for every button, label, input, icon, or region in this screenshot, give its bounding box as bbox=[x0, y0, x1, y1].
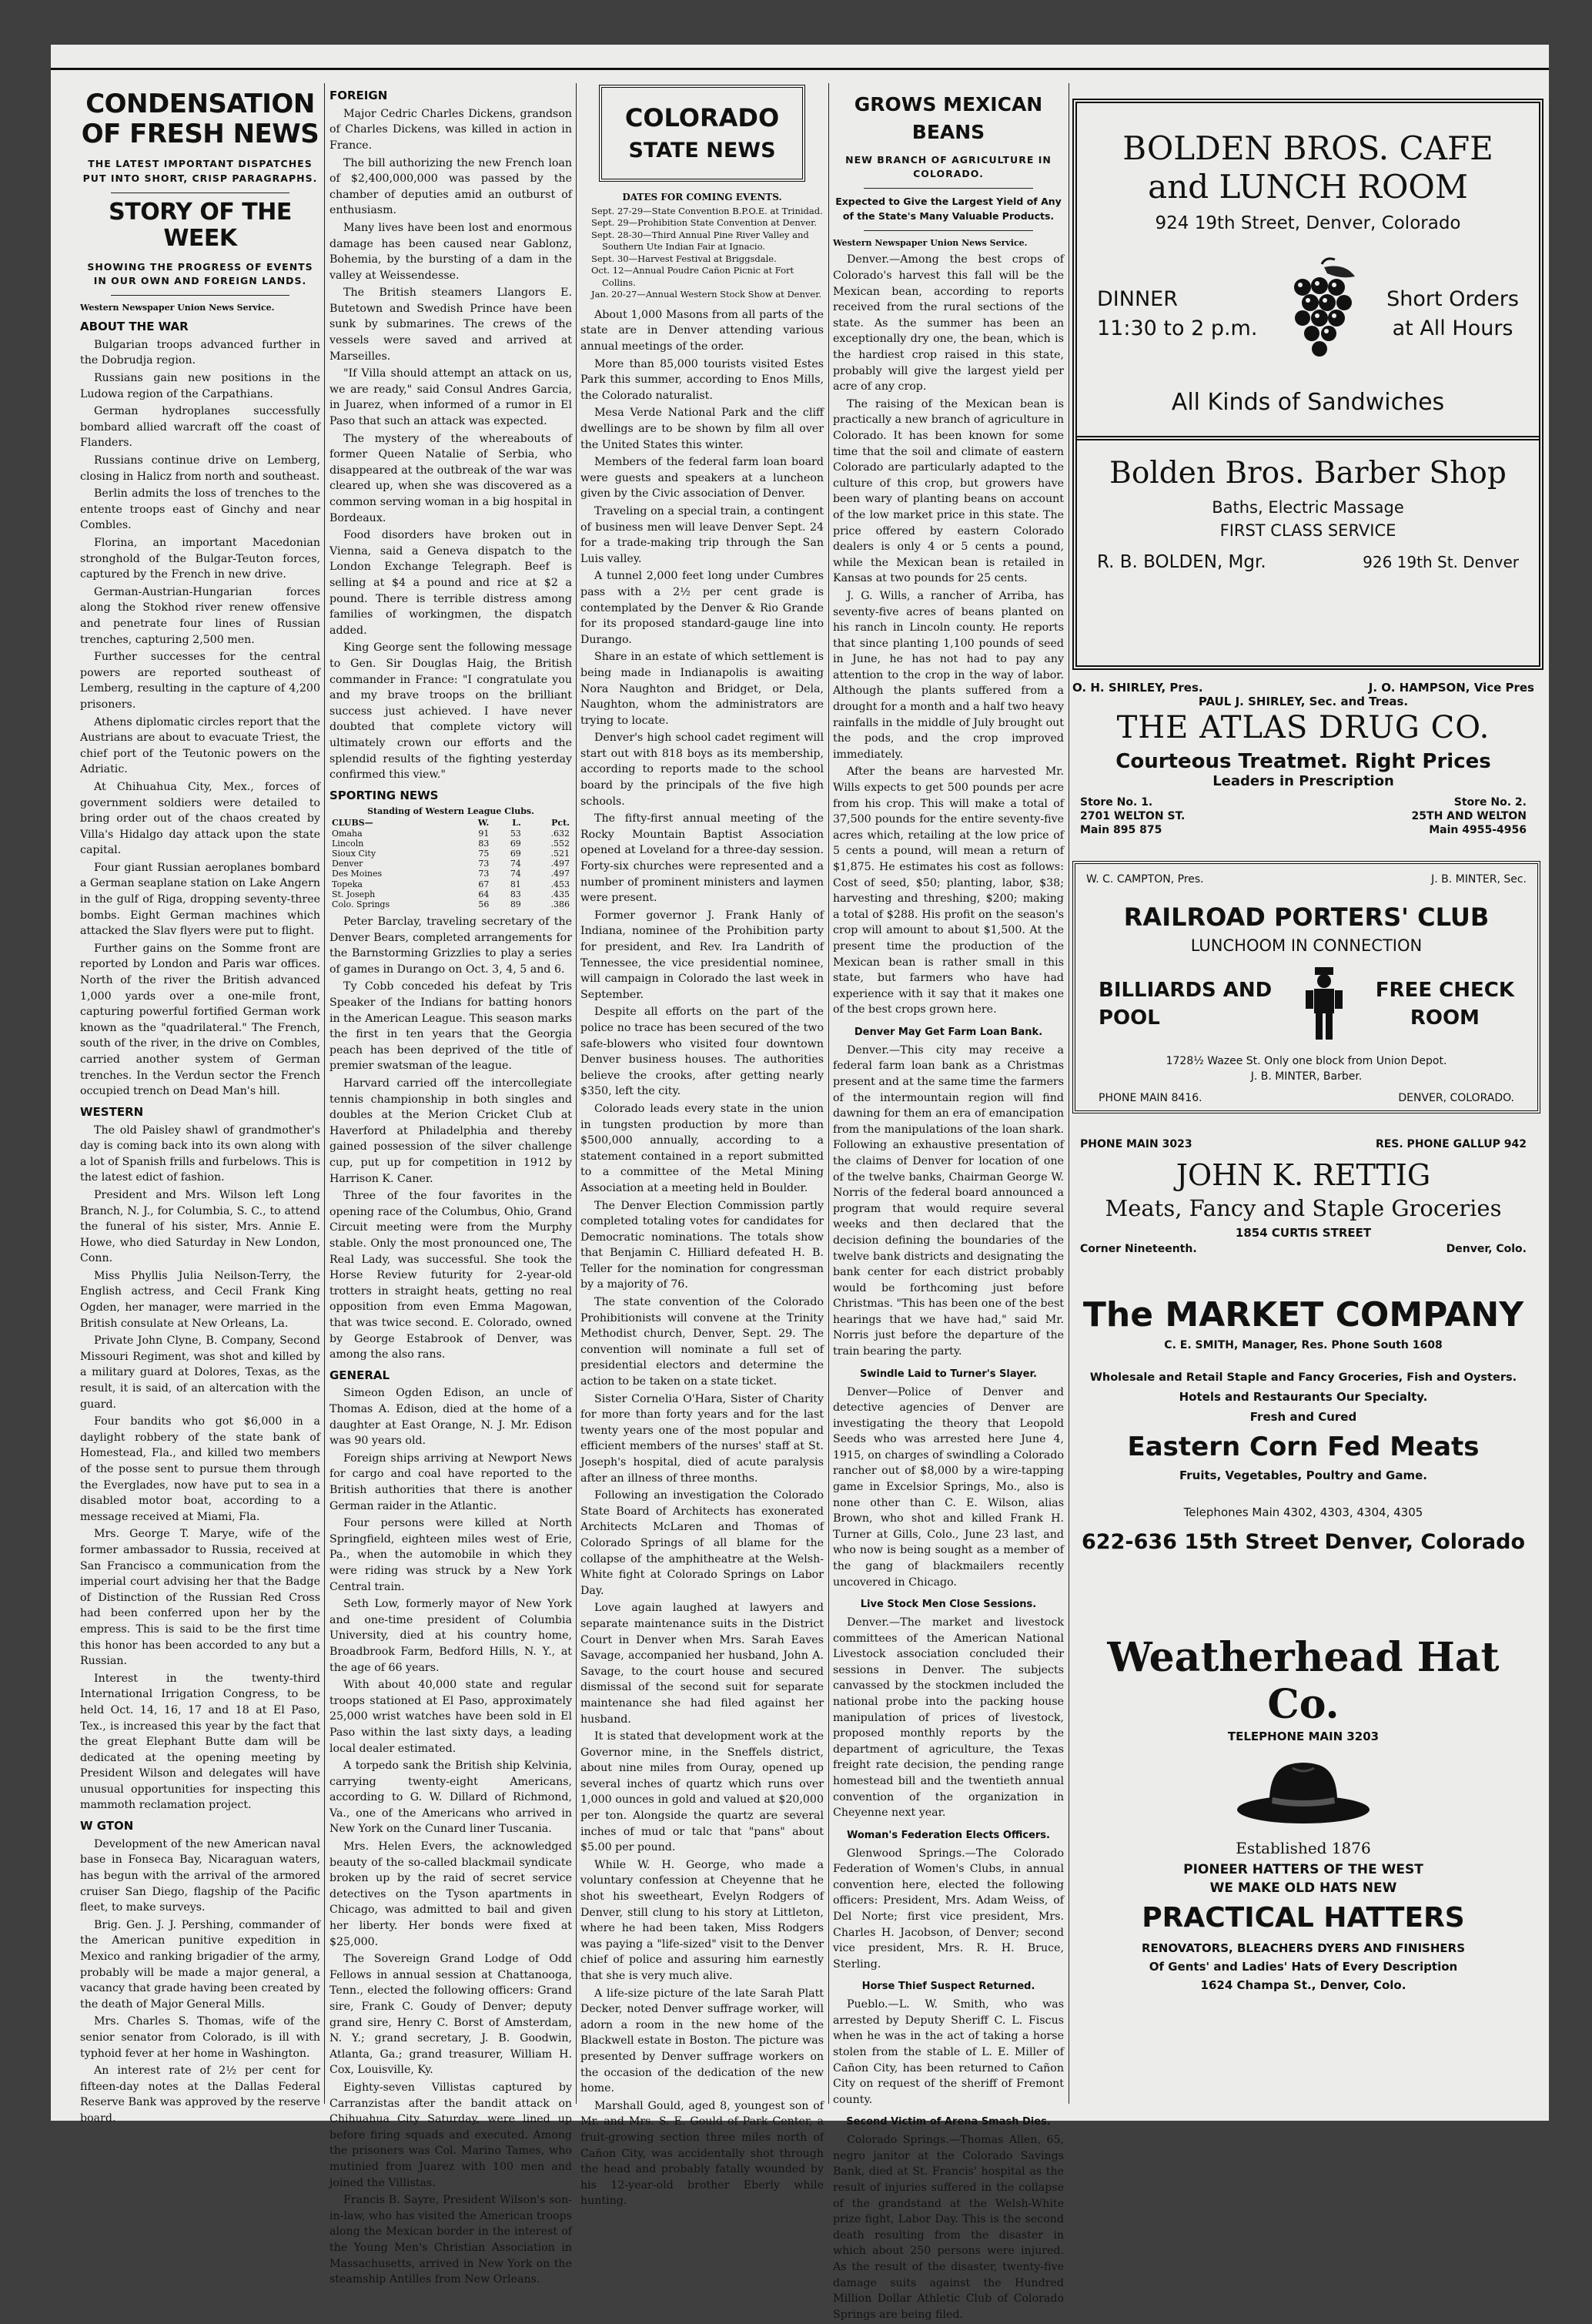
foreign-paragraph: "If Villa should attempt an attack on us, we are ready," said Consul Andres Garcia, in Juarez, when informed of a rumor in El Paso that such an attack was expected. bbox=[329, 367, 572, 428]
hat-old-hats: WE MAKE OLD HATS NEW bbox=[1209, 1880, 1397, 1896]
table-row bbox=[329, 889, 572, 899]
section-washington: W GTON bbox=[80, 1819, 134, 1833]
market-city: Denver, Colorado bbox=[1324, 1530, 1525, 1554]
sporting-items bbox=[329, 914, 572, 1363]
coming-events bbox=[580, 191, 824, 301]
market-name: The MARKET COMPANY bbox=[1082, 1295, 1524, 1334]
table-cell: .497 bbox=[550, 859, 570, 869]
table-cell: .632 bbox=[550, 828, 570, 839]
table-cell: .453 bbox=[550, 879, 570, 889]
porters-billiards: BILLIARDS AND bbox=[1099, 978, 1273, 1002]
war-paragraph: Further successes for the central powers are reported southeast of Lemberg, resulting in the capture of 4,200 prisoners. bbox=[80, 651, 320, 711]
subhead-arena: Second Victim of Arena Smash Dies. bbox=[846, 2116, 1051, 2128]
general-paragraph: Eighty-seven Villistas captured by Carranzistas after the bandit attack on Chihuahua City Saturday, were lined up before firing squads and executed. Among the prisoners was Col. Marino Tames, who mutinied from Juarez with 100 men and joined the Villistas. bbox=[329, 2081, 572, 2189]
table-row bbox=[329, 859, 572, 869]
barber-address: 926 19th St. Denver bbox=[1363, 552, 1519, 571]
table-cell: Des Moines bbox=[332, 869, 383, 879]
state-news-paragraph: Traveling on a special train, a contingent of business men will leave Denver Sept. 24 for a trade-making trip through the San Luis valley. bbox=[580, 504, 824, 565]
barber-baths: Baths, Electric Massage bbox=[1212, 497, 1404, 517]
state-news-items bbox=[580, 307, 824, 2209]
subhead-livestock: Live Stock Men Close Sessions. bbox=[860, 1599, 1037, 1611]
cafe-all-hours: at All Hours bbox=[1392, 316, 1513, 340]
hat-phone: TELEPHONE MAIN 3203 bbox=[1227, 1730, 1380, 1743]
headline-story: STORY OF THE WEEK bbox=[109, 198, 292, 253]
porters-room: ROOM bbox=[1410, 1006, 1480, 1030]
war-paragraph: Russians gain new positions in the Ludowa region of the Carpathians. bbox=[80, 372, 320, 400]
market-line-2: Hotels and Restaurants Our Specialty. bbox=[1179, 1390, 1428, 1404]
arena-paragraph: Colorado Springs.—Thomas Allen, 65, negro janitor at the Colorado Savings Bank, died at St. Francis' hospital as the result of injuries suffered in the collapse of the grandstand at the Welsh-White prize fight, Labor Day. This is the second death resulting from the disaster in which about 250 persons were injured. As the result of the disaster, twenty-five damage suits against the Hundred Million Dollar Athletic Club of Colorado Springs are being filed. bbox=[833, 2134, 1064, 2321]
table-cell: 67 bbox=[478, 879, 490, 889]
sporting-paragraph: Harvard carried off the intercollegiate tennis championship in both singles and doubles at the Merion Cricket Club at Haverford at Philadelphia and thereby gained possession of the silver challenge cup, put up for competition in 1912 by Harrison K. Caner. bbox=[329, 1077, 572, 1185]
foreign-paragraph: Many lives have been lost and enormous damage has been caused near Gablonz, Bohemia, by the bursting of a dam in the valley at Weissendesse. bbox=[329, 221, 572, 282]
league-header-cell: Pct. bbox=[551, 818, 570, 829]
general-paragraph: A torpedo sank the British ship Kelvinia, carrying twenty-eight Americans, according to G. W. Dillard of Richmond, Va., one of the Americans who arrived in New York on the Cunard liner Tuscania. bbox=[329, 1760, 572, 1836]
atlas-slogan-2: Leaders in Prescription bbox=[1212, 773, 1394, 789]
ad-railroad-porters bbox=[1072, 861, 1540, 1113]
rettig-corner: Corner Nineteenth. bbox=[1080, 1243, 1197, 1255]
rettig-res-phone: RES. PHONE GALLUP 942 bbox=[1375, 1138, 1527, 1150]
atlas-store-1-phone: Main 895 875 bbox=[1080, 824, 1162, 837]
arena-items bbox=[833, 2132, 1064, 2322]
league-header-cell: W. bbox=[477, 818, 490, 829]
table-row bbox=[329, 879, 572, 889]
event-date-item: Oct. 12—Annual Poudre Cañon Picnic at Fort Collins. bbox=[591, 265, 794, 288]
general-paragraph: With about 40,000 state and regular troops stationed at El Paso, approximately 25,000 wrist watches have been sold in El Paso within the last sixty days, a leading local dealer estimated. bbox=[329, 1679, 572, 1755]
sporting-paragraph: Peter Barclay, traveling secretary of the Denver Bears, completed arrangements for the Barnstorming Grizzlies to play a series of games in Durango on Oct. 3, 4, 5 and 6. bbox=[329, 916, 572, 976]
column-4 bbox=[833, 83, 1064, 2324]
hat-established: Established 1876 bbox=[1236, 1839, 1371, 1857]
table-cell: 64 bbox=[478, 889, 490, 899]
western-paragraph: Private John Clyne, B. Company, Second Missouri Regiment, was shot and killed by a military guard at Dolores, Texas, as the result, it is said, of an altercation with the guard. bbox=[80, 1334, 320, 1411]
war-paragraph: At Chihuahua City, Mex., forces of government soldiers were detailed to bring order out of the chaos created by Villa's Hidalgo day attack upon the state capital. bbox=[80, 780, 320, 857]
event-date-item: Sept. 28-30—Third Annual Pine River Valley and Southern Ute Indian Fair at Ignacio. bbox=[591, 229, 809, 253]
general-items bbox=[329, 1385, 572, 2287]
western-paragraph: Four bandits who got $6,000 in a daylight robbery of the state bank of Homestead, Fla., and killed two members of the posse sent to pursue them through the Everglades, now have put to sea in a disabled motor boat, according to a message received at Miami, Fla. bbox=[80, 1415, 320, 1523]
state-news-paragraph: Colorado leads every state in the union in tungsten production by more than $500,000 annually, according to a statement contained in a report submitted to a committee of the Metal Mining Association at a meeting held in Boulder. bbox=[580, 1102, 824, 1194]
porters-name: RAILROAD PORTERS' CLUB bbox=[1123, 902, 1490, 932]
state-news-paragraph: The state convention of the Colorado Prohibitionists will convene at the Trinity Methodist church, Denver, Sept. 29. The convention will nominate a full set of presidential electors and determine the action to be taken on a state ticket. bbox=[580, 1296, 824, 1388]
porters-free-check: FREE CHECK bbox=[1375, 978, 1514, 1002]
market-street: 622-636 15th Street bbox=[1082, 1530, 1319, 1554]
table-row bbox=[329, 849, 572, 859]
table-cell: 83 bbox=[478, 838, 490, 849]
state-news-paragraph: Despite all efforts on the part of the police no trace has been secured of the two safe-blowers who visited four downtown Denver business houses. The authorities believe the crooks, after getting nearly $350, left the city. bbox=[580, 1006, 824, 1098]
state-news-paragraph: It is stated that development work at the Governor mine, in the Sneffels district, about nine miles from Ouray, opened up several inches of quartz which runs over 1,000 ounces in gold and valued at $20,000 per ton. Alongside the quartz are several inches of mud or talc that "pans" about $5.00 per pound. bbox=[580, 1730, 824, 1854]
hat-renovators: RENOVATORS, BLEACHERS DYERS AND FINISHERS bbox=[1141, 1941, 1466, 1955]
headline-condensation: CONDENSATION OF FRESH NEWS bbox=[81, 89, 319, 150]
rettig-name: JOHN K. RETTIG bbox=[1176, 1158, 1431, 1192]
market-line-1: Wholesale and Retail Staple and Fancy Groceries, Fish and Oysters. bbox=[1089, 1371, 1517, 1384]
event-date-item: Sept. 30—Harvest Festival at Briggsdale. bbox=[591, 253, 777, 264]
hat-address: 1624 Champa St., Denver, Colo. bbox=[1200, 1978, 1406, 1992]
table-cell: .521 bbox=[550, 848, 570, 859]
barber-manager: R. B. BOLDEN, Mgr. bbox=[1097, 551, 1266, 572]
sporting-paragraph: Ty Cobb conceded his defeat by Tris Speaker of the Indians for batting honors in the American League. This season marks the first in ten years that the Georgia peach has been deprived of the title of premier swatsman of the league. bbox=[329, 980, 572, 1073]
porters-city: DENVER, COLORADO. bbox=[1398, 1092, 1514, 1104]
beans-paragraph: The raising of the Mexican bean is practically a new branch of agriculture in Colorado. It has been known for some time that the soil and climate of eastern Colorado are particularly adapted to the culture of this crop, but growers have been wary of planting beans on account of the low market price in this state. The price offered by eastern Colorado dealers is only 4 or 5 cents a pound, while the Mexican bean is retailed in Kansas at two pounds for 25 cents. bbox=[833, 397, 1064, 585]
war-paragraph: Bulgarian troops advanced further in the Dobrudja region. bbox=[80, 338, 320, 367]
deck-beans-2: Expected to Give the Largest Yield of Any of the State's Many Valuable Products. bbox=[835, 196, 1062, 222]
hat-name: Weatherhead Hat Co. bbox=[1107, 1634, 1500, 1728]
table-cell: Topeka bbox=[332, 879, 363, 889]
rettig-street: 1854 CURTIS STREET bbox=[1235, 1226, 1372, 1240]
column-rule bbox=[576, 83, 577, 2104]
table-cell: 83 bbox=[510, 889, 521, 899]
deck-story: SHOWING THE PROGRESS OF EVENTS IN OUR OWN AND FOREIGN LANDS. bbox=[87, 260, 313, 287]
table-cell: Denver bbox=[332, 859, 363, 869]
market-line-3: Fresh and Cured bbox=[1249, 1410, 1357, 1424]
table-cell: Lincoln bbox=[332, 838, 364, 849]
table-cell: 75 bbox=[478, 848, 490, 859]
section-sporting: SPORTING NEWS bbox=[329, 788, 439, 802]
ad-bolden-cafe bbox=[1072, 99, 1544, 670]
horse-paragraph: Pueblo.—L. W. Smith, who was arrested by Deputy Sheriff C. L. Fiscus when he was in the act of taking a horse stolen from the stable of L. E. Miller of Cañon City, has been returned to Cañon City on request of the sheriff of Fremont county. bbox=[833, 1998, 1064, 2106]
box-title-line1: COLORADO bbox=[624, 103, 780, 132]
state-news-paragraph: Share in an estate of which settlement is being made in Indianapolis is awaiting Nora Naughton and Bridget, or Dela, Naughton, whom the administrators are trying to locate. bbox=[580, 651, 824, 727]
table-cell: .552 bbox=[550, 838, 570, 849]
news-credit: Western Newspaper Union News Service. bbox=[833, 237, 1028, 248]
table-cell: St. Joseph bbox=[332, 889, 376, 899]
barber-service: FIRST CLASS SERVICE bbox=[1219, 521, 1396, 540]
state-news-paragraph: A life-size picture of the late Sarah Platt Decker, noted Denver suffrage worker, will adorn a room in the new home of the Blackwell estate in Boston. The picture was presented by Denver suffrage workers on the occasion of the dedication of the new home. bbox=[580, 1987, 824, 2095]
western-paragraph: President and Mrs. Wilson left Long Branch, N. J., for Columbia, S. C., to attend the funeral of his sister, Mrs. Annie E. Howe, who died Saturday in New London, Conn. bbox=[80, 1188, 320, 1265]
subhead-farm-loan: Denver May Get Farm Loan Bank. bbox=[854, 1026, 1043, 1038]
beans-items bbox=[833, 252, 1064, 1018]
ad-john-rettig bbox=[1072, 1138, 1534, 1269]
table-cell: 53 bbox=[510, 828, 521, 839]
foreign-paragraph: The bill authorizing the new French loan of $2,400,000,000 was passed by the chamber of deputies amid an outburst of enthusiasm. bbox=[329, 156, 572, 217]
war-paragraph: German-Austrian-Hungarian forces along the Stokhod river renew offensive and penetrate four lines of Russian trenches, capturing 2,500 men. bbox=[80, 585, 320, 646]
porters-phone: PHONE MAIN 8416. bbox=[1099, 1092, 1202, 1104]
table-cell: 91 bbox=[478, 828, 490, 839]
column-rule bbox=[828, 83, 829, 2104]
foreign-paragraph: Major Cedric Charles Dickens, grandson of Charles Dickens, was killed in action in France. bbox=[329, 107, 572, 152]
table-cell: 73 bbox=[478, 869, 490, 879]
table-cell: 74 bbox=[510, 859, 521, 869]
table-cell: Colo. Springs bbox=[332, 899, 390, 909]
swindle-items bbox=[833, 1385, 1064, 1591]
general-paragraph: The Sovereign Grand Lodge of Odd Fellows in annual session at Chattanooga, Tenn., elected the following officers: Grand sire, Frank C. Goudy of Denver; deputy grand sire, Henry C. Borst of Amsterdam, N. Y.; grand secretary, J. B. Goodwin, Atlanta, Ga.; grand treasurer, William H. Cox, Louisville, Ky. bbox=[329, 1953, 572, 2077]
state-news-paragraph: Marshall Gould, aged 8, youngest son of Mr. and Mrs. S. E. Gould of Park Center, a fruit-growing section three miles north of Cañon City, was accidentally shot through the head and probably fatally wounded by his 12-year-old brother Eberly while hunting. bbox=[580, 2099, 824, 2208]
divider bbox=[111, 295, 289, 296]
cafe-address: 924 19th Street, Denver, Colorado bbox=[1155, 213, 1461, 233]
porters-address: 1728½ Wazee St. Only one block from Union Depot. bbox=[1166, 1055, 1447, 1067]
league-header-cell: CLUBS— bbox=[332, 818, 373, 829]
hat-pioneer: PIONEER HATTERS OF THE WEST bbox=[1183, 1862, 1423, 1877]
state-news-paragraph: Denver's high school cadet regiment will start out with 818 boys as its membership, according to reports made to the school board by the principals of the five high schools. bbox=[580, 732, 824, 808]
general-paragraph: Mrs. Helen Evers, the acknowledged beauty of the so-called blackmail syndicate broken up by the raid of secret service detectives on the Tyson apartments in Chicago, was admitted to bail and given her liberty. Her bonds were fixed at $25,000. bbox=[329, 1840, 572, 1948]
table-cell: 74 bbox=[510, 869, 521, 879]
state-news-paragraph: Following an investigation the Colorado State Board of Architects has exonerated Architects McLaren and Thomas of Colorado Springs of all blame for the collapse of the amphitheatre at the Welsh-White fight at Colorado Springs on Labor Day. bbox=[580, 1489, 824, 1597]
state-news-paragraph: While W. H. George, who made a voluntary confession at Cheyenne that he shot his sweetheart, Evelyn Rodgers of Denver, still clung to his story at Littleton, where he had been taken, Miss Rodgers was paying a "life-sized" visit to the Denver chief of police and assuring him earnestly that she is very much alive. bbox=[580, 1858, 824, 1982]
news-credit: Western Newspaper Union News Service. bbox=[80, 303, 275, 313]
federation-paragraph: Glenwood Springs.—The Colorado Federation of Women's Clubs, in annual convention here, elected the following officers: President, Mrs. Adam Weiss, of Del Norte; first vice president, Mrs. Charles H. Jacobson, of Denver; second vice president, Mrs. R. H. Bruce, Sterling. bbox=[833, 1847, 1064, 1971]
cafe-sandwiches: All Kinds of Sandwiches bbox=[1171, 388, 1445, 416]
war-paragraph: Florina, an important Macedonian stronghold of the Bulgar-Teuton forces, captured by the French in new drive. bbox=[80, 537, 320, 581]
horse-items bbox=[833, 1997, 1064, 2108]
cafe-title-2: and LUNCH ROOM bbox=[1148, 168, 1468, 206]
rettig-phone: PHONE MAIN 3023 bbox=[1080, 1138, 1192, 1150]
porters-lunch: LUNCHOOM IN CONNECTION bbox=[1190, 936, 1423, 955]
atlas-store-2-phone: Main 4955-4956 bbox=[1429, 824, 1527, 837]
cafe-title-1: BOLDEN BROS. CAFE bbox=[1122, 129, 1493, 167]
hat-of-gents: Of Gents' and Ladies' Hats of Every Description bbox=[1149, 1960, 1458, 1974]
column-1 bbox=[80, 83, 320, 2128]
porters-pool: POOL bbox=[1099, 1006, 1160, 1030]
foreign-paragraph: Food disorders have broken out in Vienna, said a Geneva dispatch to the London Exchange Telegraph. Beef is selling at $4 a pound and rice at $2 a pound. There is terrible distress among families of workingmen, the dispatch added. bbox=[329, 529, 572, 637]
table-row bbox=[329, 869, 572, 879]
beans-paragraph: After the beans are harvested Mr. Wills expects to get 500 pounds per acre from his crop. This will make a total of 37,500 pounds for the entire seventy-five acres which, retailing at the low price of 5 cents a pound, will mean a return of $1,875. He estimates his cost as follows: Cost of seed, $50; planting, labor, $38; harvesting and threshing, $200; making a total of $288. His profit on the season's crop will amount to about $1,500. At the present time the production of the Mexican bean is rather small in this state, but farmers who have had experience with it say that it makes one of the best crops grown here. bbox=[833, 765, 1064, 1016]
porters-barber: J. B. MINTER, Barber. bbox=[1250, 1070, 1363, 1083]
headline-beans: GROWS MEXICAN BEANS bbox=[854, 93, 1043, 144]
atlas-store-1: Store No. 1. bbox=[1080, 796, 1153, 809]
washington-paragraph: Mrs. Charles S. Thomas, wife of the senior senator from Colorado, is ill with typhoid fever at her home in Washington. bbox=[80, 2015, 320, 2060]
war-paragraph: Russians continue drive on Lemberg, closing in Halicz from north and southeast. bbox=[80, 454, 320, 483]
table-cell: 69 bbox=[510, 838, 521, 849]
state-news-paragraph: About 1,000 Masons from all parts of the state are in Denver attending various annual meetings of the order. bbox=[580, 308, 824, 353]
general-paragraph: Francis B. Sayre, President Wilson's son-in-law, who has visited the American troops along the Mexican border in the interest of the Young Men's Christian Association in Massachusetts, arrived in New York on the steamship Antilles from New Orleans. bbox=[329, 2194, 572, 2286]
state-news-paragraph: The Denver Election Commission partly completed totaling votes for candidates for Democratic nominations. The totals show that Benjamin C. Hilliard defeated H. B. Teller for the nomination for congressman by a majority of 76. bbox=[580, 1199, 824, 1291]
table-cell: .386 bbox=[550, 899, 570, 909]
foreign-items bbox=[329, 106, 572, 783]
market-phones: Telephones Main 4302, 4303, 4304, 4305 bbox=[1183, 1505, 1423, 1519]
state-news-paragraph: Sister Cornelia O'Hara, Sister of Charity for more than forty years and for the last twenty years one of the most popular and efficient members of the nurses' staff at St. Joseph's hospital, died of acute paralysis after an illness of three months. bbox=[580, 1392, 824, 1485]
western-items bbox=[80, 1123, 320, 1814]
ad-weatherhead-hat bbox=[1072, 1631, 1534, 2093]
foreign-paragraph: The British steamers Llangors E. Butetown and Swedish Prince have been sunk by submarines. The crews of the vessels were saved and arrived at Marseilles. bbox=[329, 286, 572, 363]
livestock-paragraph: Denver.—The market and livestock committees of the American National Livestock association concluded their sessions in Denver. The subjects canvassed by the stockmen included the national probe into the packing house manipulation of prices of livestock, proposed monthly reports by the department of agriculture, the Texas freight rate decision, the pending range homestead bill and the twentieth annual convention of the organization in Cheyenne next year. bbox=[833, 1616, 1064, 1820]
newspaper-page bbox=[51, 45, 1549, 2321]
table-cell: .497 bbox=[550, 869, 570, 879]
league-table bbox=[329, 818, 572, 909]
table-cell: 81 bbox=[510, 879, 521, 889]
section-war: ABOUT THE WAR bbox=[80, 320, 189, 334]
foreign-paragraph: King George sent the following message to Gen. Sir Douglas Haig, the British commander in France: "I congratulate you and my brave troops on the brilliant success just achieved. I have never doubted that complete victory will ultimately crown our efforts and the splendid results of the fighting yesterday confirmed this view." bbox=[329, 641, 572, 782]
atlas-store-2: Store No. 2. bbox=[1453, 796, 1527, 809]
box-title-line2: STATE NEWS bbox=[628, 139, 776, 163]
general-paragraph: Foreign ships arriving at Newport News for cargo and coal have reported to the British authorities that there is another German raider in the Atlantic. bbox=[329, 1452, 572, 1512]
rettig-city: Denver, Colo. bbox=[1446, 1243, 1527, 1255]
table-cell: Omaha bbox=[332, 828, 363, 839]
section-western: WESTERN bbox=[80, 1104, 144, 1119]
subhead-federation: Woman's Federation Elects Officers. bbox=[847, 1829, 1050, 1841]
table-row bbox=[329, 839, 572, 849]
atlas-officer-2: J. O. HAMPSON, Vice Pres bbox=[1368, 681, 1534, 695]
ad-atlas-drug bbox=[1072, 676, 1534, 838]
sporting-paragraph: Three of the four favorites in the opening race of the Columbus, Ohio, Grand Circuit meeting were from the Murphy stable. Only the most pronounced one, The Real Lady, was successful. She took the Horse Review futurity for 2-year-old trotters in straight heats, getting no real opposition from even Emma Magowan, that was twice second. E. Colorado, owned by George Estabrook of Denver, was among the also rans. bbox=[329, 1190, 572, 1361]
western-paragraph: Mrs. George T. Marye, wife of the former ambassador to Russia, received at San Francisco a communication from the imperial court advising her that the Badge of Distinction of the Russian Red Cross had been conferred upon her by the empress. This is said to be the first time this honor has been accorded to any but a Russian. bbox=[80, 1528, 320, 1668]
atlas-slogan: Courteous Treatmet. Right Prices bbox=[1115, 750, 1491, 773]
subhead-swindle: Swindle Laid to Turner's Slayer. bbox=[859, 1368, 1037, 1380]
porters-president: W. C. CAMPTON, Pres. bbox=[1086, 873, 1204, 886]
general-paragraph: Four persons were killed at North Springfield, eighteen miles west of Erie, Pa., when the automobile in which they were riding was struck by a New York Central train. bbox=[329, 1517, 572, 1593]
cafe-short-orders: Short Orders bbox=[1386, 286, 1519, 311]
top-rule bbox=[51, 68, 1549, 70]
foreign-paragraph: The mystery of the whereabouts of former Queen Natalie of Serbia, who disappeared at the outbreak of the war was cleared up, when she was discovered as a common serving woman in a big hospital in Bordeaux. bbox=[329, 432, 572, 524]
state-news-paragraph: A tunnel 2,000 feet long under Cumbres pass with a 2½ per cent grade is contemplated by the Denver & Rio Grande for its proposed standard-gauge line into Durango. bbox=[580, 570, 824, 646]
table-cell: 69 bbox=[510, 848, 521, 859]
section-foreign: FOREIGN bbox=[329, 89, 388, 102]
hat-icon bbox=[1234, 1754, 1373, 1828]
divider bbox=[864, 188, 1033, 189]
farm-items bbox=[833, 1043, 1064, 1360]
subhead-horse-thief: Horse Thief Suspect Returned. bbox=[861, 1981, 1035, 1993]
state-news-paragraph: Former governor J. Frank Hanly of Indiana, nominee of the Prohibition party for president, and Rev. Ira Landrith of Tennessee, the vice presidential nominee, will campaign in Colorado the last week in September. bbox=[580, 909, 824, 1001]
table-cell: Sioux City bbox=[332, 848, 376, 859]
atlas-officer-3: PAUL J. SHIRLEY, Sec. and Treas. bbox=[1198, 695, 1409, 708]
war-items bbox=[80, 337, 320, 1100]
column-3 bbox=[580, 83, 824, 2211]
coming-events-heading: DATES FOR COMING EVENTS. bbox=[622, 191, 782, 203]
state-news-paragraph: Members of the federal farm loan board were guests and speakers at a luncheon given by the Civic association of Denver. bbox=[580, 456, 824, 501]
war-paragraph: Berlin admits the loss of trenches to the entente troops east of Ginchy and near Combles. bbox=[80, 487, 320, 532]
table-cell: .435 bbox=[550, 889, 570, 899]
porters-secretary: J. B. MINTER, Sec. bbox=[1431, 873, 1527, 886]
atlas-store-2-address: 25TH AND WELTON bbox=[1411, 810, 1527, 823]
general-paragraph: Simeon Ogden Edison, an uncle of Thomas A. Edison, died at the home of a daughter at East Orange, N. J. Mr. Edison was 90 years old. bbox=[329, 1387, 572, 1448]
deck-condensation: THE LATEST IMPORTANT DISPATCHES PUT INTO SHORT, CRISP PARAGRAPHS. bbox=[82, 158, 318, 184]
rettig-line: Meats, Fancy and Staple Groceries bbox=[1105, 1195, 1502, 1221]
league-header-cell: L. bbox=[512, 818, 521, 829]
western-paragraph: Miss Phyllis Julia Neilson-Terry, the English actress, and Cecil Frank King Ogden, her manager, were married in the British consulate at New Orleans, La. bbox=[80, 1269, 320, 1330]
beans-paragraph: J. G. Wills, a rancher of Arriba, has seventy-five acres of beans planted on his ranch in Lincoln county. He reports that since planting 1,100 pounds of seed in June, he has not had to pay any attention to the crop in the way of labor. Although the plants suffered from a drought for a month and a half two heavy rainfalls in the middle of July brought out the pods, and the crop improved immediately. bbox=[833, 589, 1064, 761]
beans-paragraph: Denver.—Among the best crops of Colorado's harvest this fall will be the Mexican bean, according to reports received from the rural sections of the state. As the summer has been an exceptionally dry one, the bean, which is the hardiest crop raised in this state, probably will give the largest yield per acre of any crop. bbox=[833, 253, 1064, 393]
table-cell: 56 bbox=[478, 899, 490, 909]
war-paragraph: German hydroplanes successfully bombard allied warcraft off the coast of Flanders. bbox=[80, 405, 320, 450]
event-date-item: Jan. 20-27—Annual Western Stock Show at Denver. bbox=[591, 289, 822, 300]
hat-practical: PRACTICAL HATTERS bbox=[1142, 1902, 1465, 1934]
atlas-officer-1: O. H. SHIRLEY, Pres. bbox=[1072, 681, 1203, 695]
grapes-icon bbox=[1279, 256, 1364, 372]
colorado-state-news-box bbox=[599, 85, 805, 182]
livestock-items bbox=[833, 1615, 1064, 1821]
market-meats: Eastern Corn Fed Meats bbox=[1127, 1432, 1480, 1462]
federation-items bbox=[833, 1846, 1064, 1973]
atlas-store-1-address: 2701 WELTON ST. bbox=[1080, 810, 1186, 823]
state-news-paragraph: Mesa Verde National Park and the cliff dwellings are to be shown by film all over the United States this winter. bbox=[580, 407, 824, 451]
war-paragraph: Athens diplomatic circles report that the Austrians are about to evacuate Triest, the chief port of the Teutonic powers on the Adriatic. bbox=[80, 715, 320, 776]
western-paragraph: Interest in the twenty-third International Irrigation Congress, to be held Oct. 14, 16, 17 and 18 at El Paso, Tex., is increased this year by the fact that the great Elephant Butte dam will be dedicated at the opening meeting by President Wilson and delegates will have unusual opportunities for inspecting this mammoth reclamation project. bbox=[80, 1672, 320, 1812]
table-row bbox=[329, 899, 572, 909]
event-date-item: Sept. 27-29—State Convention B.P.O.E. at Trinidad. bbox=[591, 205, 823, 216]
washington-paragraph: An interest rate of 2½ per cent for fifteen-day notes at the Dallas Federal Reserve Bank was approved by the reserve board. bbox=[80, 2064, 320, 2125]
column-rule bbox=[324, 83, 325, 2104]
general-paragraph: Seth Low, formerly mayor of New York and one-time president of Columbia University, died at his country home, Broadbrook Farm, Bedford Hills, N. Y., at the age of 66 years. bbox=[329, 1598, 572, 1674]
league-title: Standing of Western League Clubs. bbox=[367, 806, 534, 817]
state-news-paragraph: The fifty-first annual meeting of the Rocky Mountain Baptist Association opened at Loveland for a three-day session. Forty-six churches were represented and a number of prominent ministers and laymen were present. bbox=[580, 812, 824, 905]
cafe-dinner: DINNER bbox=[1097, 286, 1178, 311]
state-news-paragraph: Love again laughed at lawyers and separate maintenance suits in the District Court in Denver when Mrs. Sarah Eaves Savage, accompanied her husband, John A. Savage, to the court house and secured dismissal of the second suit for separate maintenance she had filed against her husband. bbox=[580, 1602, 824, 1726]
column-2 bbox=[329, 83, 572, 2289]
swindle-paragraph: Denver—Police of Denver and detective agencies of Denver are investigating the theory that Leopold Seeds who was arrested here June 4, 1915, on charges of swindling a Colorado rancher out of $8,000 by a wire-tapping game in Excelsior Springs, Mo., also is none other than C. E. Wilson, alias Brown, who shot and killed Frank H. Turner at Gills, Colo., June 23 last, and who now is being sought as a member of the gang of blackmailers recently uncovered in Chicago. bbox=[833, 1385, 1064, 1589]
washington-paragraph: Brig. Gen. J. J. Pershing, commander of the American punitive expedition in Mexico and ranking brigadier of the army, probably will be made a major general, a vacancy that grade having been created by the death of Major General Mills. bbox=[80, 1918, 320, 2011]
table-row bbox=[329, 829, 572, 839]
farm-paragraph: Denver.—This city may receive a federal farm loan bank as a Christmas present and at the same time the farmers of the intermountain region will find dawning for them an era of emancipation from the manipulations of the loan shark. Following an exhaustive presentation of the claims of Denver for location of one of the twelve banks, Chairman George W. Norris of the federal board announced a program that would require several weeks and then declared that the decision defining the boundaries of the twelve bank districts and designating the bank center for each district probably would be forthcoming just before Christmas. "This has been one of the best hearings that we have had," said Mr. Norris just before the departure of the train bearing the party. bbox=[833, 1043, 1064, 1358]
event-date-item: Sept. 29—Prohibition State Convention at Denver. bbox=[591, 217, 817, 229]
table-cell: 73 bbox=[478, 859, 490, 869]
ad-market-company bbox=[1072, 1292, 1534, 1608]
league-header-row bbox=[329, 818, 572, 828]
barber-shop-title: Bolden Bros. Barber Shop bbox=[1109, 455, 1507, 491]
war-paragraph: Further gains on the Somme front are reported by London and Paris war offices. North of the river the British advanced 1,000 yards over a one-mile front, capturing powerful fortified German work known as the "quadrilateral." The French, south of the river, in the drive on Combles, carried another system of German trenches. In the Verdun sector the French occupied trench on Dead Man's hill. bbox=[80, 942, 320, 1098]
state-news-paragraph: More than 85,000 tourists visited Estes Park this summer, according to Enos Mills, the Colorado naturalist. bbox=[580, 357, 824, 402]
western-paragraph: The old Paisley shawl of grandmother's day is coming back into its own along with a lot of Spanish frills and furbelows. This is the latest edict of fashion. bbox=[80, 1123, 320, 1184]
atlas-name: THE ATLAS DRUG CO. bbox=[1116, 710, 1490, 745]
market-line-4: Fruits, Vegetables, Poultry and Game. bbox=[1179, 1468, 1427, 1482]
section-general: GENERAL bbox=[329, 1368, 390, 1382]
divider bbox=[864, 230, 1033, 231]
porter-figure-icon bbox=[1301, 966, 1347, 1043]
cafe-dinner-time: 11:30 to 2 p.m. bbox=[1097, 316, 1258, 340]
washington-paragraph: Development of the new American naval base in Fonseca Bay, Nicaraguan waters, has begun with the arrival of the armored cruiser San Diego, flagship of the Pacific fleet, to make surveys. bbox=[80, 1837, 320, 1914]
market-manager: C. E. SMITH, Manager, Res. Phone South 1608 bbox=[1164, 1339, 1443, 1351]
washington-items bbox=[80, 1837, 320, 2127]
table-cell: 89 bbox=[510, 899, 521, 909]
war-paragraph: Four giant Russian aeroplanes bombard a German seaplane station on Lake Angern in the gulf of Riga, dropping seventy-three bombs. Eight German machines which attacked the Slav flyers were put to flight. bbox=[80, 861, 320, 938]
deck-beans: NEW BRANCH OF AGRICULTURE IN COLORADO. bbox=[845, 153, 1052, 180]
